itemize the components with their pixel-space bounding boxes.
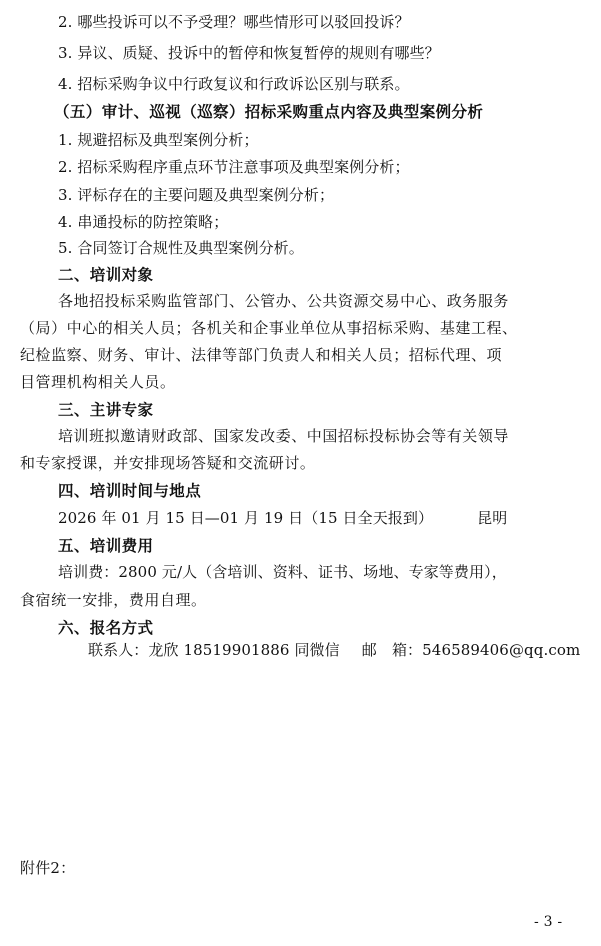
- section-heading: 四、培训时间与地点: [58, 482, 202, 500]
- contact-label: 联系人：: [88, 641, 149, 659]
- paragraph-line: 和专家授课，并安排现场答疑和交流研讨。: [20, 454, 316, 472]
- list-item: 4. 招标采购争议中行政复议和行政诉讼区别与联系。: [58, 75, 410, 93]
- paragraph-line: 培训班拟邀请财政部、国家发改委、中国招标投标协会等有关领导: [58, 427, 509, 445]
- list-item: 2. 哪些投诉可以不予受理？哪些情形可以驳回投诉？: [58, 13, 410, 31]
- list-item: 1. 规避招标及典型案例分析；: [58, 131, 259, 149]
- section-heading: 五、培训费用: [58, 537, 154, 555]
- schedule-date: 2026 年 01 月 15 日—01 月 19 日（15 日全天报到）: [58, 509, 434, 527]
- list-item: 4. 串通投标的防控策略；: [58, 213, 229, 231]
- section-heading: （五）审计、巡视（巡察）招标采购重点内容及典型案例分析: [54, 103, 484, 121]
- paragraph-line: 目管理机构相关人员。: [20, 373, 176, 391]
- paragraph-line: （局）中心的相关人员；各机关和企事业单位从事招标采购、基建工程、: [20, 319, 518, 337]
- email-address: 546589406@qq.com: [422, 641, 581, 659]
- paragraph-line: 纪检监察、财务、审计、法律等部门负责人和相关人员；招标代理、项: [20, 346, 503, 364]
- attachment-label: 附件2：: [20, 859, 76, 877]
- paragraph-line: 培训费：2800 元/人（含培训、资料、证书、场地、专家等费用），: [58, 563, 507, 581]
- section-heading: 三、主讲专家: [58, 401, 154, 419]
- contact-phone: 18519901886: [183, 641, 290, 659]
- section-heading: 六、报名方式: [58, 619, 154, 637]
- schedule-place: 昆明: [477, 509, 508, 527]
- list-item: 3. 异议、质疑、投诉中的暂停和恢复暂停的规则有哪些？: [58, 44, 440, 62]
- page-number: - 3 -: [534, 914, 563, 930]
- list-item: 2. 招标采购程序重点环节注意事项及典型案例分析；: [58, 158, 410, 176]
- list-item: 5. 合同签订合规性及典型案例分析。: [58, 239, 304, 257]
- contact-name: 龙欣: [148, 641, 179, 659]
- email-label: 邮 箱：: [361, 641, 423, 659]
- section-heading: 二、培训对象: [58, 266, 154, 284]
- list-item: 3. 评标存在的主要问题及典型案例分析；: [58, 186, 335, 204]
- contact-line: [88, 640, 580, 660]
- schedule-line: [58, 508, 507, 528]
- wechat-note: 同微信: [294, 641, 340, 659]
- paragraph-line: 食宿统一安排，费用自理。: [20, 591, 207, 609]
- paragraph-line: 各地招投标采购监管部门、公管办、公共资源交易中心、政务服务: [58, 292, 509, 310]
